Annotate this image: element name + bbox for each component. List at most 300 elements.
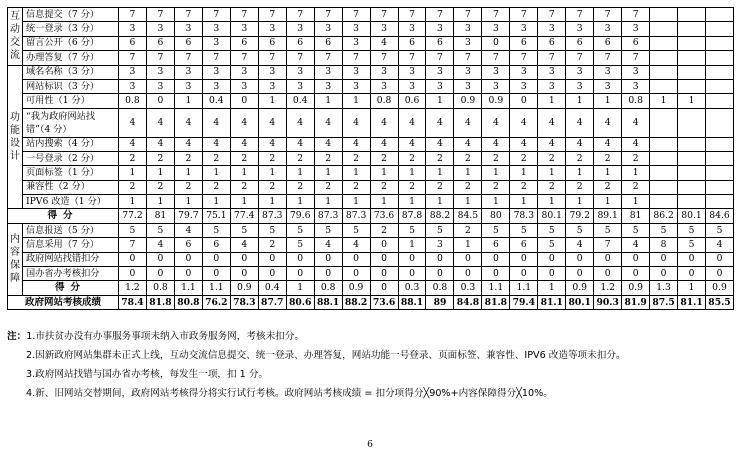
value-cell: 3 bbox=[510, 65, 538, 79]
value-cell: 4 bbox=[119, 108, 147, 137]
value-cell: 3 bbox=[566, 22, 594, 36]
value-cell: 4 bbox=[314, 108, 342, 137]
value-cell: 2 bbox=[566, 180, 594, 194]
value-cell: 1 bbox=[342, 94, 370, 108]
value-cell: 3 bbox=[426, 22, 454, 36]
value-cell: 0 bbox=[622, 267, 650, 281]
value-cell: 7 bbox=[258, 8, 286, 22]
value-cell: 0 bbox=[314, 252, 342, 266]
value-cell bbox=[650, 195, 678, 209]
value-cell: 5 bbox=[258, 223, 286, 237]
value-cell bbox=[706, 79, 734, 93]
value-cell: 3 bbox=[286, 79, 314, 93]
value-cell: 4 bbox=[146, 108, 174, 137]
guarantee-score-label: 得分 bbox=[23, 281, 119, 295]
value-cell: 4 bbox=[174, 223, 202, 237]
value-cell: 4 bbox=[146, 238, 174, 252]
value-cell: 0 bbox=[370, 281, 398, 295]
value-cell: 0 bbox=[594, 252, 622, 266]
value-cell: 0 bbox=[566, 267, 594, 281]
value-cell: 0 bbox=[119, 267, 147, 281]
value-cell: 7 bbox=[426, 8, 454, 22]
value-cell: 4 bbox=[510, 108, 538, 137]
value-cell: 4 bbox=[370, 108, 398, 137]
value-cell: 2 bbox=[398, 151, 426, 165]
value-cell: 5 bbox=[342, 223, 370, 237]
value-cell bbox=[678, 180, 706, 194]
value-cell: 5 bbox=[678, 223, 706, 237]
value-cell: 3 bbox=[119, 22, 147, 36]
value-cell: 4 bbox=[706, 238, 734, 252]
note-line-3 bbox=[7, 365, 733, 384]
value-cell: 0 bbox=[174, 252, 202, 266]
value-cell: 3 bbox=[258, 79, 286, 93]
value-cell: 0 bbox=[678, 267, 706, 281]
value-cell: 2 bbox=[146, 151, 174, 165]
value-cell: 87.5 bbox=[650, 295, 678, 309]
value-cell: 7 bbox=[398, 51, 426, 65]
value-cell: 2 bbox=[370, 223, 398, 237]
value-cell: 0 bbox=[482, 36, 510, 50]
value-cell: 3 bbox=[398, 22, 426, 36]
value-cell: 1 bbox=[454, 238, 482, 252]
note-2: 2.因新政府网站集群未正式上线，互动交流信息提交、统一登录、办理答复，网站功能一号登录、页面标签、兼容性、IPV6 改造等项未扣分。 bbox=[26, 350, 626, 361]
value-cell: 2 bbox=[454, 151, 482, 165]
value-cell bbox=[678, 79, 706, 93]
value-cell: 6 bbox=[174, 36, 202, 50]
value-cell bbox=[650, 8, 678, 22]
value-cell: 3 bbox=[482, 65, 510, 79]
value-cell: 4 bbox=[454, 108, 482, 137]
value-cell: 4 bbox=[230, 108, 258, 137]
value-cell: 3 bbox=[370, 65, 398, 79]
value-cell: 4 bbox=[594, 108, 622, 137]
value-cell: 6 bbox=[426, 36, 454, 50]
value-cell: 2 bbox=[594, 180, 622, 194]
value-cell bbox=[706, 51, 734, 65]
value-cell: 4 bbox=[538, 137, 566, 151]
value-cell: 4 bbox=[566, 137, 594, 151]
value-cell: 0.9 bbox=[454, 94, 482, 108]
value-cell: 81.8 bbox=[146, 295, 174, 309]
score-label: 得分 bbox=[8, 209, 119, 223]
value-cell: 2 bbox=[202, 180, 230, 194]
guarantee-score-row bbox=[8, 281, 734, 295]
value-cell: 3 bbox=[146, 22, 174, 36]
value-cell: 0 bbox=[594, 267, 622, 281]
value-cell: 75.1 bbox=[202, 209, 230, 223]
value-cell: 0.8 bbox=[622, 94, 650, 108]
value-cell: 4 bbox=[622, 108, 650, 137]
table-row bbox=[8, 65, 734, 79]
value-cell bbox=[650, 79, 678, 93]
value-cell: 3 bbox=[286, 65, 314, 79]
item-label: 国办省办考核扣分 bbox=[23, 267, 119, 281]
value-cell: 7 bbox=[454, 8, 482, 22]
value-cell: 4 bbox=[342, 137, 370, 151]
value-cell: 0.3 bbox=[454, 281, 482, 295]
value-cell bbox=[706, 94, 734, 108]
value-cell: 0 bbox=[538, 267, 566, 281]
value-cell: 0 bbox=[146, 267, 174, 281]
value-cell: 0.9 bbox=[706, 281, 734, 295]
value-cell: 7 bbox=[510, 8, 538, 22]
value-cell bbox=[706, 108, 734, 137]
value-cell: 77.4 bbox=[230, 209, 258, 223]
value-cell: 7 bbox=[230, 51, 258, 65]
value-cell: 0 bbox=[482, 252, 510, 266]
value-cell: 80.1 bbox=[538, 209, 566, 223]
value-cell: 0 bbox=[510, 267, 538, 281]
value-cell: 3 bbox=[398, 65, 426, 79]
category-label: 内容保障 bbox=[8, 223, 23, 295]
value-cell: 6 bbox=[538, 36, 566, 50]
value-cell: 3 bbox=[174, 65, 202, 79]
value-cell: 0 bbox=[202, 252, 230, 266]
value-cell: 0 bbox=[510, 252, 538, 266]
value-cell: 3 bbox=[370, 22, 398, 36]
value-cell: 7 bbox=[426, 51, 454, 65]
value-cell: 0 bbox=[706, 267, 734, 281]
item-label: 信息提交（7 分） bbox=[23, 8, 119, 22]
value-cell: 3 bbox=[594, 22, 622, 36]
value-cell: 1 bbox=[594, 166, 622, 180]
page-number: 6 bbox=[367, 440, 373, 450]
value-cell: 0 bbox=[230, 252, 258, 266]
value-cell: 0 bbox=[370, 252, 398, 266]
value-cell: 0.8 bbox=[370, 94, 398, 108]
value-cell: 81.8 bbox=[482, 295, 510, 309]
value-cell: 7 bbox=[119, 238, 147, 252]
value-cell: 3 bbox=[342, 65, 370, 79]
value-cell: 2 bbox=[230, 180, 258, 194]
value-cell: 81.9 bbox=[622, 295, 650, 309]
value-cell: 7 bbox=[482, 8, 510, 22]
value-cell: 7 bbox=[146, 8, 174, 22]
value-cell: 1 bbox=[146, 166, 174, 180]
value-cell bbox=[706, 137, 734, 151]
value-cell: 0 bbox=[146, 252, 174, 266]
assessment-table-container bbox=[7, 7, 733, 310]
value-cell: 2 bbox=[174, 151, 202, 165]
value-cell: 1 bbox=[678, 94, 706, 108]
value-cell: 3 bbox=[622, 65, 650, 79]
value-cell: 5 bbox=[286, 223, 314, 237]
value-cell bbox=[706, 166, 734, 180]
value-cell: 0.6 bbox=[398, 94, 426, 108]
value-cell: 3 bbox=[594, 79, 622, 93]
table-row bbox=[8, 195, 734, 209]
value-cell: 78.3 bbox=[510, 209, 538, 223]
value-cell: 1.3 bbox=[650, 281, 678, 295]
value-cell: 0.9 bbox=[566, 281, 594, 295]
value-cell: 5 bbox=[482, 223, 510, 237]
table-row bbox=[8, 108, 734, 137]
value-cell: 0.8 bbox=[146, 281, 174, 295]
value-cell: 5 bbox=[622, 223, 650, 237]
value-cell: 7 bbox=[202, 51, 230, 65]
value-cell: 7 bbox=[566, 8, 594, 22]
value-cell: 4 bbox=[482, 137, 510, 151]
note-line-2 bbox=[7, 346, 733, 365]
value-cell: 1.1 bbox=[482, 281, 510, 295]
value-cell bbox=[678, 108, 706, 137]
value-cell bbox=[650, 65, 678, 79]
value-cell bbox=[706, 151, 734, 165]
value-cell: 4 bbox=[314, 137, 342, 151]
value-cell: 1 bbox=[314, 94, 342, 108]
value-cell bbox=[650, 137, 678, 151]
value-cell: 1 bbox=[370, 195, 398, 209]
value-cell: 1 bbox=[454, 195, 482, 209]
value-cell: 3 bbox=[482, 22, 510, 36]
item-label: 页面标签（1 分） bbox=[23, 166, 119, 180]
value-cell: 2 bbox=[426, 151, 454, 165]
value-cell bbox=[650, 36, 678, 50]
value-cell: 1 bbox=[174, 195, 202, 209]
value-cell: 2 bbox=[258, 180, 286, 194]
item-label: 留言公开（6 分） bbox=[23, 36, 119, 50]
value-cell: 81.1 bbox=[538, 295, 566, 309]
value-cell: 2 bbox=[594, 151, 622, 165]
value-cell: 2 bbox=[258, 151, 286, 165]
value-cell: 3 bbox=[286, 22, 314, 36]
value-cell: 1 bbox=[538, 195, 566, 209]
value-cell: 84.6 bbox=[706, 209, 734, 223]
value-cell: 3 bbox=[146, 65, 174, 79]
value-cell: 1 bbox=[594, 94, 622, 108]
value-cell: 7 bbox=[258, 51, 286, 65]
value-cell: 6 bbox=[146, 36, 174, 50]
value-cell: 7 bbox=[230, 8, 258, 22]
note-line-4 bbox=[7, 384, 733, 403]
value-cell: 0.8 bbox=[119, 94, 147, 108]
value-cell: 7 bbox=[174, 51, 202, 65]
value-cell: 1 bbox=[510, 166, 538, 180]
value-cell: 7 bbox=[594, 8, 622, 22]
value-cell: 3 bbox=[342, 79, 370, 93]
value-cell: 0 bbox=[342, 252, 370, 266]
value-cell: 7 bbox=[566, 51, 594, 65]
value-cell: 4 bbox=[258, 108, 286, 137]
value-cell: 79.7 bbox=[174, 209, 202, 223]
value-cell: 4 bbox=[286, 137, 314, 151]
value-cell: 4 bbox=[230, 238, 258, 252]
value-cell: 0 bbox=[146, 94, 174, 108]
value-cell: 7 bbox=[538, 8, 566, 22]
value-cell: 6 bbox=[202, 238, 230, 252]
value-cell: 0.4 bbox=[202, 94, 230, 108]
note-line-1 bbox=[7, 327, 733, 346]
value-cell: 5 bbox=[510, 223, 538, 237]
value-cell bbox=[678, 36, 706, 50]
value-cell: 1 bbox=[174, 94, 202, 108]
value-cell bbox=[706, 36, 734, 50]
table-row bbox=[8, 252, 734, 266]
item-label: 信息采用（7 分） bbox=[23, 238, 119, 252]
value-cell: 4 bbox=[174, 137, 202, 151]
value-cell: 2 bbox=[146, 180, 174, 194]
value-cell: 7 bbox=[119, 8, 147, 22]
value-cell: 88.2 bbox=[426, 209, 454, 223]
value-cell: 2 bbox=[342, 151, 370, 165]
category-label: 互动交流 bbox=[8, 8, 23, 66]
value-cell: 3 bbox=[314, 79, 342, 93]
value-cell: 1.1 bbox=[510, 281, 538, 295]
value-cell bbox=[706, 8, 734, 22]
value-cell: 3 bbox=[454, 36, 482, 50]
value-cell bbox=[678, 137, 706, 151]
value-cell: 2 bbox=[230, 151, 258, 165]
table-row bbox=[8, 94, 734, 108]
value-cell: 6 bbox=[566, 36, 594, 50]
value-cell: 0 bbox=[426, 252, 454, 266]
value-cell: 7 bbox=[286, 8, 314, 22]
value-cell: 4 bbox=[146, 137, 174, 151]
value-cell: 2 bbox=[510, 151, 538, 165]
value-cell: 3 bbox=[426, 79, 454, 93]
value-cell: 80.8 bbox=[174, 295, 202, 309]
value-cell: 2 bbox=[286, 151, 314, 165]
score-row bbox=[8, 209, 734, 223]
value-cell: 1 bbox=[454, 166, 482, 180]
value-cell: 0 bbox=[482, 267, 510, 281]
value-cell: 6 bbox=[398, 36, 426, 50]
value-cell: 88.1 bbox=[398, 295, 426, 309]
value-cell: 4 bbox=[342, 238, 370, 252]
note-3: 3.政府网站找错与国办省办考核，每发生一项，扣 1 分。 bbox=[26, 369, 269, 380]
value-cell: 0 bbox=[622, 252, 650, 266]
value-cell: 3 bbox=[314, 65, 342, 79]
value-cell: 87.3 bbox=[258, 209, 286, 223]
value-cell: 4 bbox=[398, 108, 426, 137]
value-cell: 0 bbox=[678, 252, 706, 266]
value-cell: 7 bbox=[622, 8, 650, 22]
value-cell: 1.2 bbox=[594, 281, 622, 295]
value-cell: 2 bbox=[119, 180, 147, 194]
item-label: 域名名称（3 分） bbox=[23, 65, 119, 79]
value-cell: 3 bbox=[622, 79, 650, 93]
value-cell: 7 bbox=[370, 51, 398, 65]
value-cell: 81 bbox=[622, 209, 650, 223]
value-cell: 3 bbox=[538, 65, 566, 79]
value-cell: 84.8 bbox=[454, 295, 482, 309]
category-label: 功能设计 bbox=[8, 65, 23, 209]
value-cell: 0 bbox=[510, 94, 538, 108]
value-cell: 73.6 bbox=[370, 295, 398, 309]
value-cell: 85.5 bbox=[706, 295, 734, 309]
value-cell: 2 bbox=[314, 180, 342, 194]
value-cell bbox=[650, 22, 678, 36]
value-cell: 7 bbox=[594, 238, 622, 252]
value-cell: 3 bbox=[202, 79, 230, 93]
value-cell: 4 bbox=[314, 238, 342, 252]
value-cell: 1 bbox=[342, 166, 370, 180]
value-cell: 90.3 bbox=[594, 295, 622, 309]
value-cell: 0.3 bbox=[398, 281, 426, 295]
value-cell: 7 bbox=[314, 8, 342, 22]
value-cell: 3 bbox=[119, 79, 147, 93]
value-cell: 4 bbox=[566, 108, 594, 137]
value-cell: 4 bbox=[202, 108, 230, 137]
value-cell: 1 bbox=[286, 281, 314, 295]
table-row bbox=[8, 137, 734, 151]
value-cell: 1 bbox=[538, 281, 566, 295]
value-cell: 3 bbox=[174, 79, 202, 93]
item-label: 可用性（1 分） bbox=[23, 94, 119, 108]
value-cell: 6 bbox=[482, 238, 510, 252]
value-cell: 5 bbox=[119, 223, 147, 237]
value-cell: 3 bbox=[426, 65, 454, 79]
note-1: 1.市扶贫办没有办事服务事项未纳入市政务服务网，考核未扣分。 bbox=[26, 331, 304, 342]
value-cell: 87.3 bbox=[342, 209, 370, 223]
value-cell: 77.2 bbox=[119, 209, 147, 223]
value-cell: 0 bbox=[538, 252, 566, 266]
value-cell: 2 bbox=[370, 151, 398, 165]
item-label: 网站标识（3 分） bbox=[23, 79, 119, 93]
value-cell: 5 bbox=[538, 223, 566, 237]
value-cell: 76.2 bbox=[202, 295, 230, 309]
value-cell: 1 bbox=[650, 94, 678, 108]
value-cell: 7 bbox=[286, 51, 314, 65]
value-cell: 2 bbox=[398, 180, 426, 194]
value-cell: 1.2 bbox=[119, 281, 147, 295]
value-cell: 2 bbox=[622, 151, 650, 165]
value-cell: 79.6 bbox=[286, 209, 314, 223]
value-cell: 2 bbox=[538, 180, 566, 194]
value-cell: 7 bbox=[342, 8, 370, 22]
value-cell: 2 bbox=[454, 180, 482, 194]
value-cell: 87.3 bbox=[314, 209, 342, 223]
value-cell: 7 bbox=[314, 51, 342, 65]
value-cell: 0 bbox=[230, 267, 258, 281]
value-cell: 1 bbox=[119, 166, 147, 180]
value-cell: 1 bbox=[678, 281, 706, 295]
value-cell: 4 bbox=[342, 108, 370, 137]
value-cell: 7 bbox=[454, 51, 482, 65]
value-cell: 3 bbox=[566, 79, 594, 93]
value-cell: 1 bbox=[119, 195, 147, 209]
value-cell: 2 bbox=[258, 238, 286, 252]
value-cell: 4 bbox=[566, 238, 594, 252]
value-cell: 78.4 bbox=[119, 295, 147, 309]
item-label: 站内搜索（4 分） bbox=[23, 137, 119, 151]
value-cell bbox=[706, 65, 734, 79]
value-cell: 0 bbox=[398, 267, 426, 281]
value-cell bbox=[678, 8, 706, 22]
value-cell: 6 bbox=[258, 36, 286, 50]
value-cell: 5 bbox=[314, 223, 342, 237]
value-cell: 1 bbox=[426, 166, 454, 180]
value-cell: 0 bbox=[258, 252, 286, 266]
value-cell: 0 bbox=[454, 252, 482, 266]
value-cell: 7 bbox=[202, 8, 230, 22]
value-cell: 3 bbox=[174, 22, 202, 36]
value-cell: 0 bbox=[286, 252, 314, 266]
value-cell: 5 bbox=[566, 223, 594, 237]
table-row bbox=[8, 180, 734, 194]
value-cell: 0.4 bbox=[286, 94, 314, 108]
value-cell: 4 bbox=[510, 137, 538, 151]
table-row bbox=[8, 267, 734, 281]
value-cell: 1 bbox=[202, 166, 230, 180]
item-label: 信息报送（5 分） bbox=[23, 223, 119, 237]
value-cell: 0 bbox=[398, 252, 426, 266]
value-cell bbox=[650, 108, 678, 137]
value-cell: 7 bbox=[594, 51, 622, 65]
assessment-table bbox=[7, 7, 734, 310]
value-cell: 0 bbox=[650, 267, 678, 281]
